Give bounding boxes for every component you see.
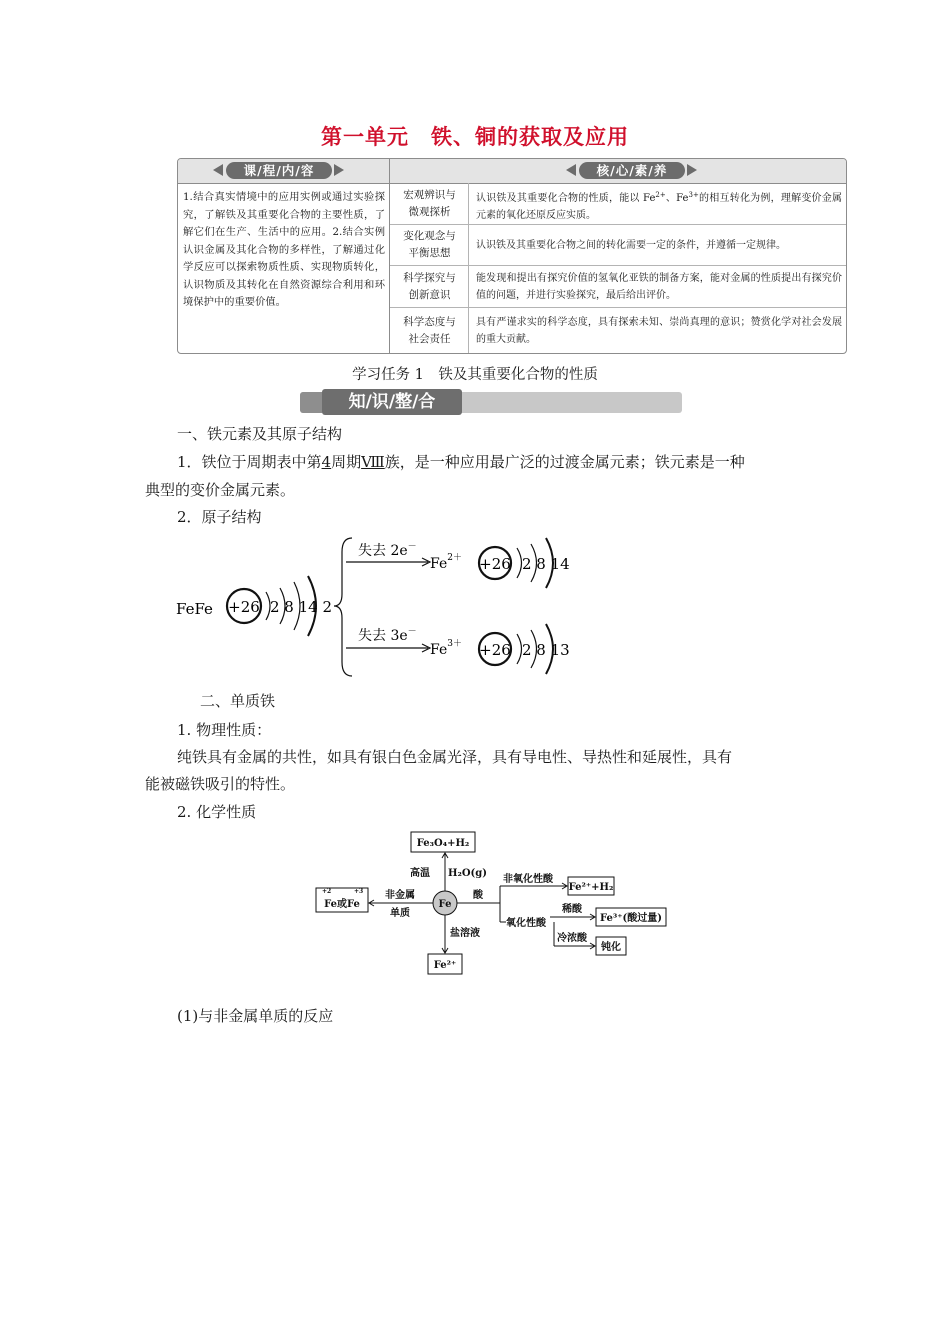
page-title: 第一单元 铁、铜的获取及应用 — [321, 125, 629, 149]
nucleus-charge: +26 — [479, 555, 511, 573]
product-label: Fe₃O₄+H₂ — [416, 838, 470, 849]
svg-text:+2: +2 — [322, 888, 332, 895]
acid-type-label: 氧化性酸 — [506, 918, 546, 929]
shell-electrons: 2 8 14 2 — [270, 598, 333, 616]
svg-text:+3: +3 — [354, 888, 364, 895]
column-divider — [389, 159, 390, 353]
ion-label: $Fe^{2+}$ — [430, 553, 462, 572]
nucleus-charge: +26 — [228, 598, 260, 616]
literacy-name: 变化观念与 平衡思想 — [403, 230, 456, 259]
paragraph: 2. 化学性质 — [177, 803, 257, 821]
shell-electrons: 2 8 13 — [522, 641, 570, 659]
chemical-properties-diagram — [310, 826, 680, 978]
iron-label: Fe — [438, 899, 452, 910]
product-label: Fe²⁺+H₂ — [568, 882, 614, 893]
row-divider — [390, 307, 846, 308]
course-content-header: 课/程/内/容 — [226, 162, 332, 179]
section-banner-tip — [300, 392, 322, 413]
shell-electrons: 2 8 14 — [522, 555, 570, 573]
paragraph: 2．原子结构 — [177, 508, 262, 526]
condition-label: H₂O(g) — [448, 868, 487, 879]
section-banner: 知/识/整/合 — [322, 389, 462, 415]
column-divider — [468, 183, 469, 353]
arrow-left-icon — [213, 164, 223, 176]
condition-label: 高温 — [410, 868, 430, 879]
condition-label: 稀酸 — [562, 904, 582, 915]
task-title: 学习任务 1 铁及其重要化合物的性质 — [352, 367, 598, 383]
curriculum-table — [177, 158, 847, 354]
literacy-name: 科学态度与 社会责任 — [403, 316, 456, 345]
lose-electron-label: 失去 2e－ — [358, 542, 417, 559]
table-header — [178, 159, 846, 184]
condition-label: 冷浓酸 — [557, 933, 587, 944]
literacy-name: 科学探究与 创新意识 — [403, 272, 456, 301]
literacy-desc: 认识铁及其重要化合物之间的转化需要一定的条件，并遵循一定规律。 — [476, 240, 786, 251]
acid-type-label: 非氧化性酸 — [503, 874, 553, 885]
reactant-label: 非金属 — [385, 890, 415, 901]
product-label: 钝化 — [601, 942, 621, 953]
literacy-desc: 具有严谨求实的科学态度，具有探索未知、崇尚真理的意识；赞赏化学对社会发展的重大贡献。 — [476, 317, 842, 345]
nucleus-charge: +26 — [479, 641, 511, 659]
arrow-right-icon — [687, 164, 697, 176]
core-literacy-header: 核/心/素/养 — [579, 162, 685, 179]
atomic-structure-diagram — [170, 532, 590, 682]
arrow-left-icon — [566, 164, 576, 176]
reactant-label: 酸 — [473, 890, 483, 901]
reactant-label: 单质 — [390, 908, 410, 919]
subsection-heading: (1)与非金属单质的反应 — [177, 1007, 334, 1025]
literacy-name: 宏观辨识与 微观探析 — [403, 189, 456, 218]
product-label: Fe或Fe — [324, 899, 360, 910]
section-heading: 二、单质铁 — [200, 692, 276, 710]
brace — [334, 538, 352, 676]
literacy-desc: 能发现和提出有探究价值的氢氧化亚铁的制备方案，能对金属的性质提出有探究价值的问题，并进行实验探究，最后给出评价。 — [476, 273, 842, 301]
paragraph: 典型的变价金属元素。 — [145, 481, 296, 499]
product-label: Fe³⁺(酸过量) — [599, 913, 663, 924]
paragraph: 能被磁铁吸引的特性。 — [145, 775, 296, 793]
literacy-desc: 认识铁及其重要化合物的性质，能以 $Fe^{2+}$、$Fe^{3+}$的相互转化为例，理解变价金属元素的氧化还原反应实质。 — [476, 191, 843, 221]
paragraph: 1．铁位于周期表中第4周期Ⅷ族，是一种应用最广泛的过渡金属元素；铁元素是一种 — [177, 453, 745, 471]
section-heading: 一、铁元素及其原子结构 — [177, 425, 343, 443]
ion-label: $Fe^{3+}$ — [430, 639, 462, 658]
group-answer: Ⅷ — [361, 453, 385, 471]
period-answer: 4 — [321, 453, 332, 471]
paragraph: 1. 物理性质： — [177, 721, 272, 739]
lose-electron-label: 失去 3e－ — [358, 627, 417, 644]
course-content-text: 1.结合真实情境中的应用实例或通过实验探究，了解铁及其重要化合物的主要性质，了解它们在生产、生活中的应用。2.结合实例认识金属及其化合物的多样性，了解通过化学反应可以探索物质性质、实现物质转化，认识物质及其转化在自然资源综合利用和环境保护中的重要价值。 — [183, 191, 385, 308]
arrow-right-icon — [334, 164, 344, 176]
product-label: Fe²⁺ — [433, 960, 457, 971]
reactant-label: 盐溶液 — [450, 928, 480, 939]
row-divider — [390, 265, 846, 266]
element-label: FeFe — [176, 600, 213, 618]
row-divider — [390, 224, 846, 225]
paragraph: 纯铁具有金属的共性，如具有银白色金属光泽，具有导电性、导热性和延展性，具有 — [177, 748, 733, 766]
